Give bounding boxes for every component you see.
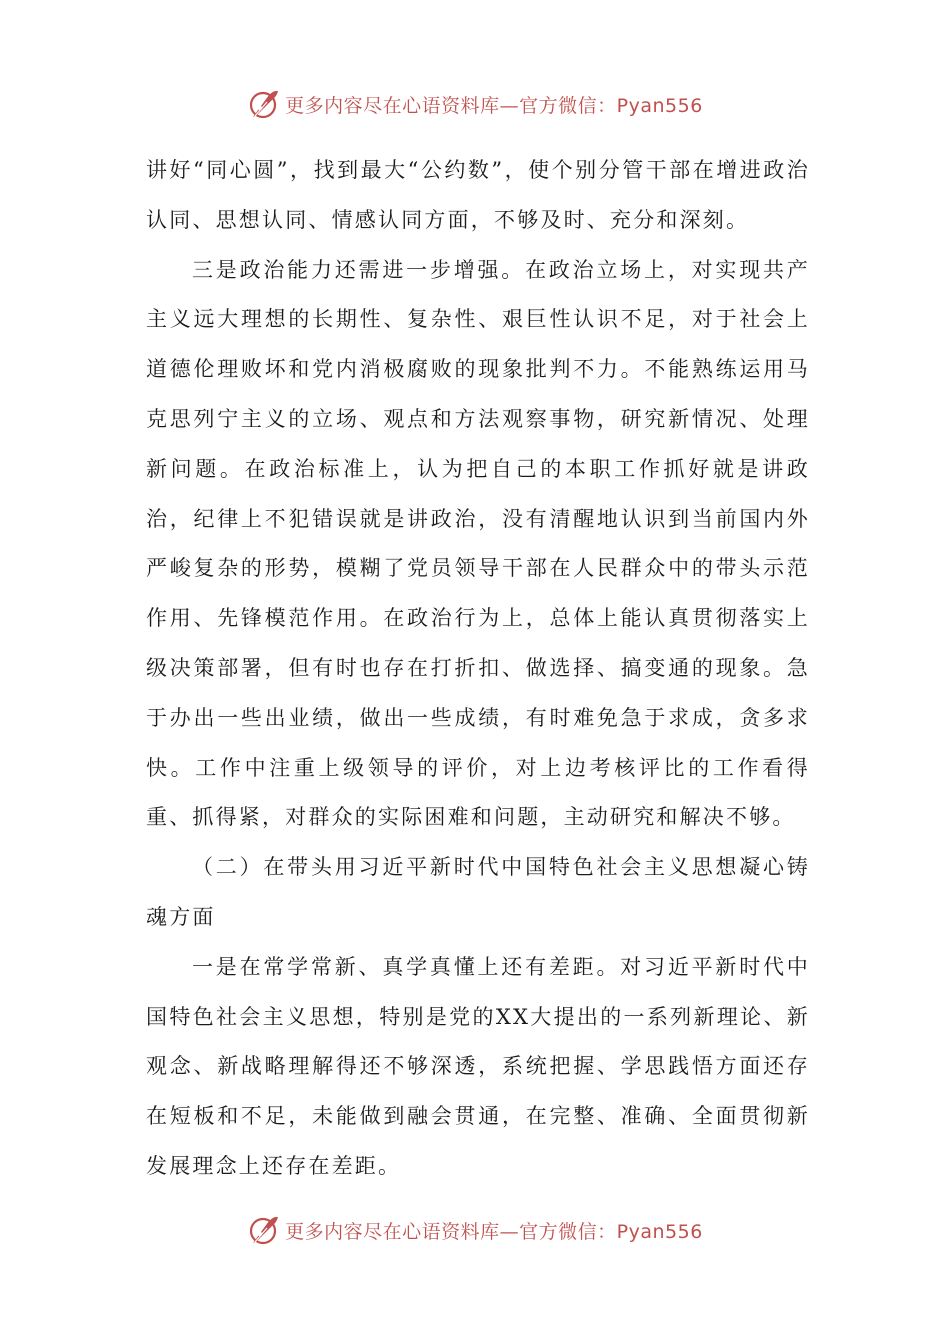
document-body	[146, 146, 810, 1192]
paragraph-study-gap: 一是在常学常新、真学真懂上还有差距。对习近平新时代中国特色社会主义思想，特别是党的XX大提出的一系列新理论、新观念、新战略理解得还不够深透，系统把握、学思践悟方面还存在短板和不足，未能做到融会贯通，在完整、准确、全面贯彻新发展理念上还存在差距。	[146, 954, 810, 1178]
paragraph-continuation: 讲好“同心圆”，找到最大“公约数”，使个别分管干部在增进政治认同、思想认同、情感认同方面，不够及时、充分和深刻。	[146, 158, 810, 232]
header-banner-id: Pyan556	[616, 94, 703, 117]
page-footer	[0, 1210, 950, 1250]
quill-pen-icon	[247, 1213, 281, 1247]
paragraph-political-ability: 三是政治能力还需进一步增强。在政治立场上，对实现共产主义远大理想的长期性、复杂性、艰巨性认识不足，对于社会上道德伦理败坏和党内消极腐败的现象批判不力。不能熟练运用马克思列宁主义的立场、观点和方法观察事物，研究新情况、处理新问题。在政治标准上，认为把自己的本职工作抓好就是讲政治，纪律上不犯错误就是讲政治，没有清醒地认识到当前国内外严峻复杂的形势，模糊了党员领导干部在人民群众中的带头示范作用、先锋模范作用。在政治行为上，总体上能认真贯彻落实上级决策部署，但有时也存在打折扣、做选择、搞变通的现象。急于办出一些出业绩，做出一些成绩，有时难免急于求成，贪多求快。工作中注重上级领导的评价，对上边考核评比的工作看得重、抓得紧，对群众的实际困难和问题，主动研究和解决不够。	[146, 257, 810, 830]
page-header	[0, 84, 950, 124]
quill-pen-icon	[247, 87, 281, 121]
header-banner-text: 更多内容尽在心语资料库—官方微信：Pyan556	[285, 94, 703, 117]
header-banner	[247, 87, 703, 121]
footer-banner-id: Pyan556	[616, 1220, 703, 1243]
footer-banner-text: 更多内容尽在心语资料库—官方微信：Pyan556	[285, 1220, 703, 1243]
footer-banner	[247, 1213, 703, 1247]
section-heading: （二）在带头用习近平新时代中国特色社会主义思想凝心铸魂方面	[146, 855, 810, 929]
